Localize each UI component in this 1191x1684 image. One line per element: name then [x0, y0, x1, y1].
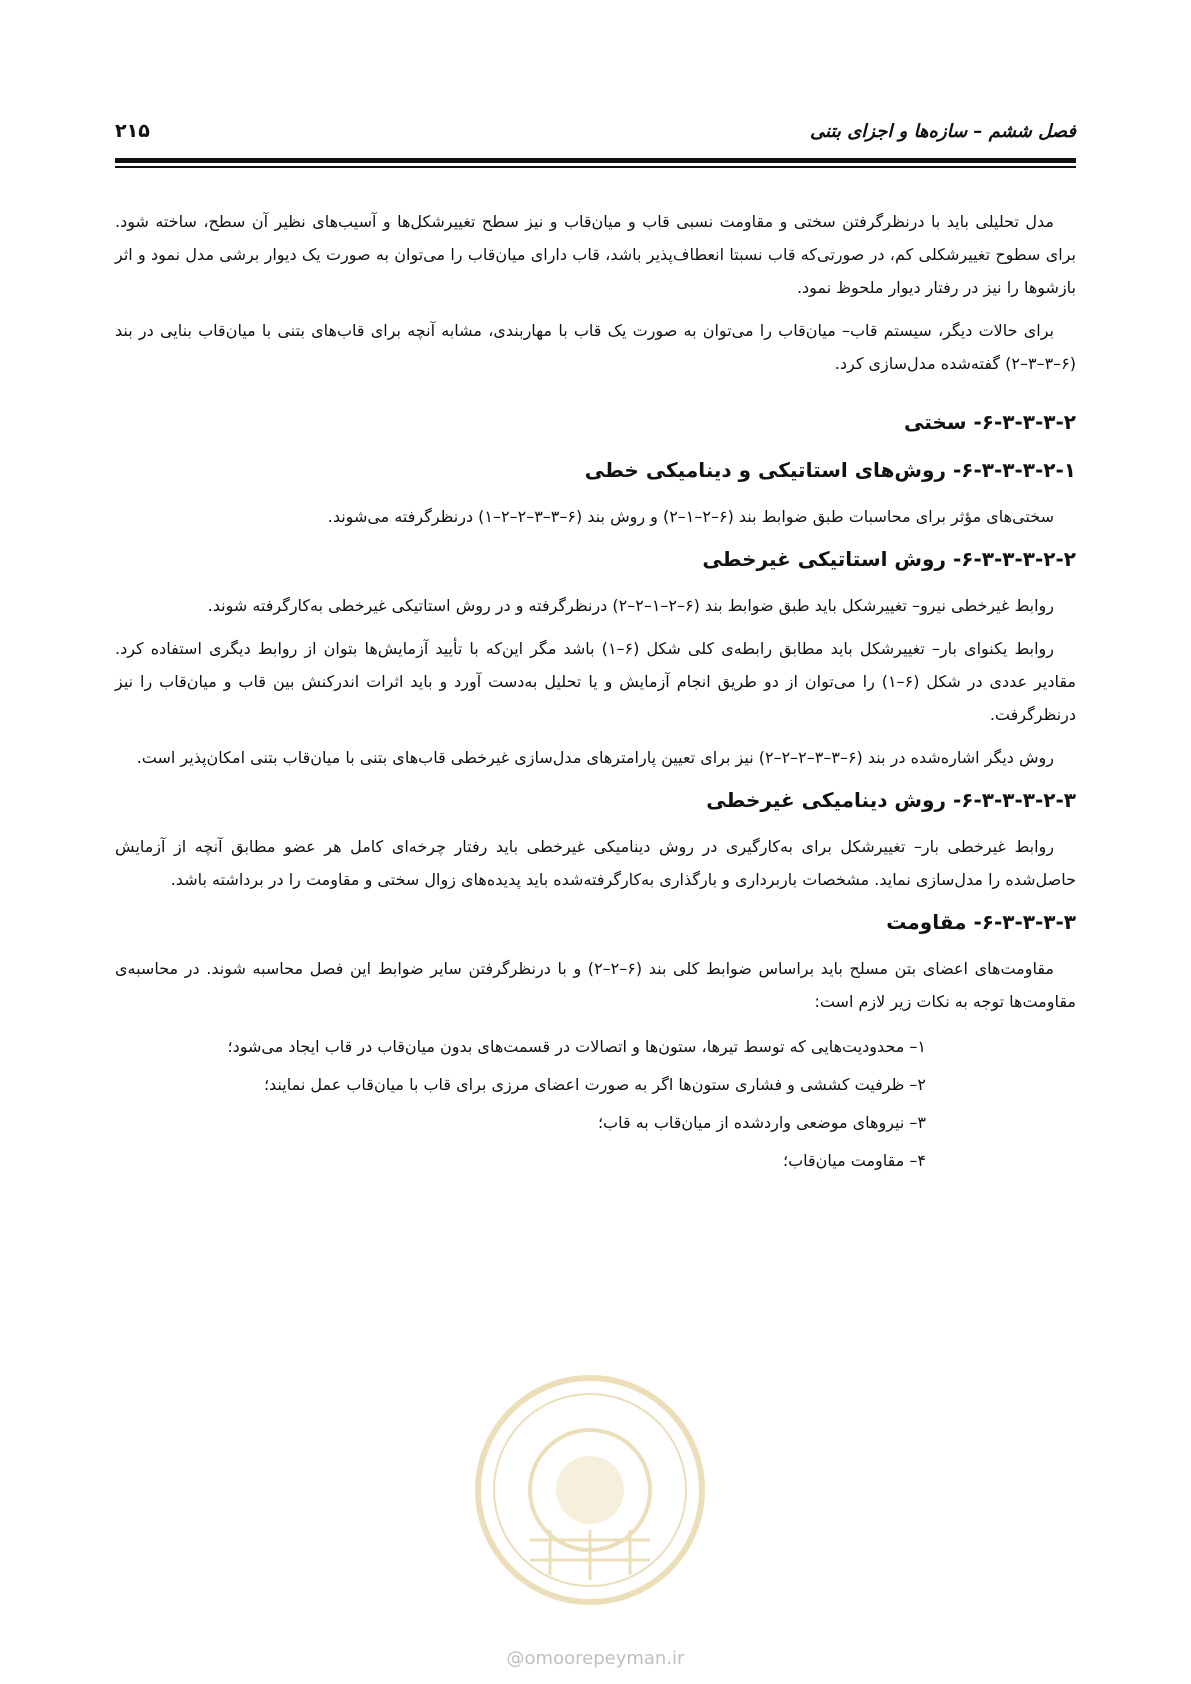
watermark-url: @omoorepeyman.ir — [506, 1648, 685, 1669]
page-number: ۲۱۵ — [115, 120, 150, 142]
nonlinear-static-paragraph-2: روابط یکنوای بار– تغییرشکل باید مطابق رابطه‌ی کلی شکل (۶–۱) باشد مگر این‌که با تأیید آزمایش‌ها بتوان از روابط دیگری استفاده کرد. مقادیر عددی در شکل (۶–۱) را می‌توان از دو طریق انجام آزمایش و یا تحلیل به‌دست آورد و باید اثرات اندرکنش بین قاب و میان‌قاب را نیز درنظرگرفت. — [115, 639, 1077, 724]
heading-stiffness: ۶-۳-۳-۳-۲- سختی — [904, 410, 1076, 434]
strength-list — [115, 1028, 1076, 1180]
intro-paragraph-1: مدل تحلیلی باید با درنظرگرفتن سختی و مقاومت نسبی قاب و میان‌قاب و نیز سطح تغییرشکل‌ها و آسیب‌های نظیر آن سطح، ساخته شود. برای سطوح تغییرشکلی کم، در صورتی‌که قاب نسبتا انعطاف‌پذیر باشد، قاب دارای میان‌قاب را می‌توان به صورت یک دیوار برشی مدل نمود و اثر بازشوها را نیز در رفتار دیوار ملحوظ نمود. — [115, 212, 1076, 297]
linear-methods-paragraph: سختی‌های مؤثر برای محاسبات طبق ضوابط بند (۶–۲–۱–۲) و روش بند (۶–۳–۳–۲–۲–۱) درنظرگرفته می‌شوند. — [327, 507, 1054, 526]
strength-paragraph: مقاومت‌های اعضای بتن مسلح باید براساس ضوابط کلی بند (۶–۲–۲) و با درنظرگرفتن سایر ضوابط این فصل محاسبه شوند. در محاسبه‌ی مقاومت‌ها توجه به نکات زیر لازم است: — [115, 959, 1076, 1011]
heading-linear-methods: ۶-۳-۳-۳-۲-۱- روش‌های استاتیکی و دینامیکی خطی — [584, 458, 1076, 482]
list-item: ۳– نیروهای موضعی واردشده از میان‌قاب به قاب؛ — [597, 1113, 926, 1132]
list-item: ۲– ظرفیت کششی و فشاری ستون‌ها اگر به صورت اعضای مرزی برای قاب با میان‌قاب عمل نمایند؛ — [263, 1075, 926, 1094]
list-item: ۱– محدودیت‌هایی که توسط تیرها، ستون‌ها و اتصالات در قسمت‌های بدون میان‌قاب در قاب ایجاد می‌شود؛ — [227, 1037, 926, 1056]
heading-strength: ۶-۳-۳-۳-۳- مقاومت — [886, 910, 1076, 934]
nonlinear-static-paragraph-1: روابط غیرخطی نیرو– تغییرشکل باید طبق ضوابط بند (۶–۲–۱–۲–۲) درنظرگرفته و در روش استاتیکی غیرخطی به‌کارگرفته شوند. — [207, 596, 1054, 615]
publisher-seal-logo — [470, 1370, 710, 1610]
header-rule-thick — [115, 158, 1076, 163]
header-rule-thin — [115, 166, 1076, 168]
heading-nonlinear-dynamic: ۶-۳-۳-۳-۲-۳- روش دینامیکی غیرخطی — [706, 788, 1076, 812]
list-item: ۴– مقاومت میان‌قاب؛ — [782, 1151, 926, 1170]
chapter-title: فصل ششم – سازه‌ها و اجزای بتنی — [810, 121, 1076, 142]
nonlinear-dynamic-paragraph: روابط غیرخطی بار– تغییرشکل برای به‌کارگیری در روش دینامیکی غیرخطی باید رفتار چرخه‌ای کامل هر عضو مطابق آنچه از آزمایش حاصل‌شده را مدل‌سازی نماید. مشخصات باربرداری و بارگذاری به‌کارگرفته‌شده باید پدیده‌های زوال سختی و مقاومت را در برداشته باشد. — [115, 837, 1076, 889]
intro-paragraph-2: برای حالات دیگر، سیستم قاب– میان‌قاب را می‌توان به صورت یک قاب با مهاربندی، مشابه آنچه برای قاب‌های بتنی با میان‌قاب بنایی در بند (۶–۳–۳–۲) گفته‌شده مدل‌سازی کرد. — [115, 321, 1076, 373]
page-header — [115, 120, 1076, 142]
nonlinear-static-paragraph-3: روش دیگر اشاره‌شده در بند (۶–۳–۳–۲–۲–۲) نیز برای تعیین پارامترهای مدل‌سازی غیرخطی قاب‌های بتنی با میان‌قاب بتنی امکان‌پذیر است. — [136, 748, 1054, 767]
heading-nonlinear-static: ۶-۳-۳-۳-۲-۲- روش استاتیکی غیرخطی — [702, 547, 1076, 571]
page-body — [115, 205, 1076, 1180]
